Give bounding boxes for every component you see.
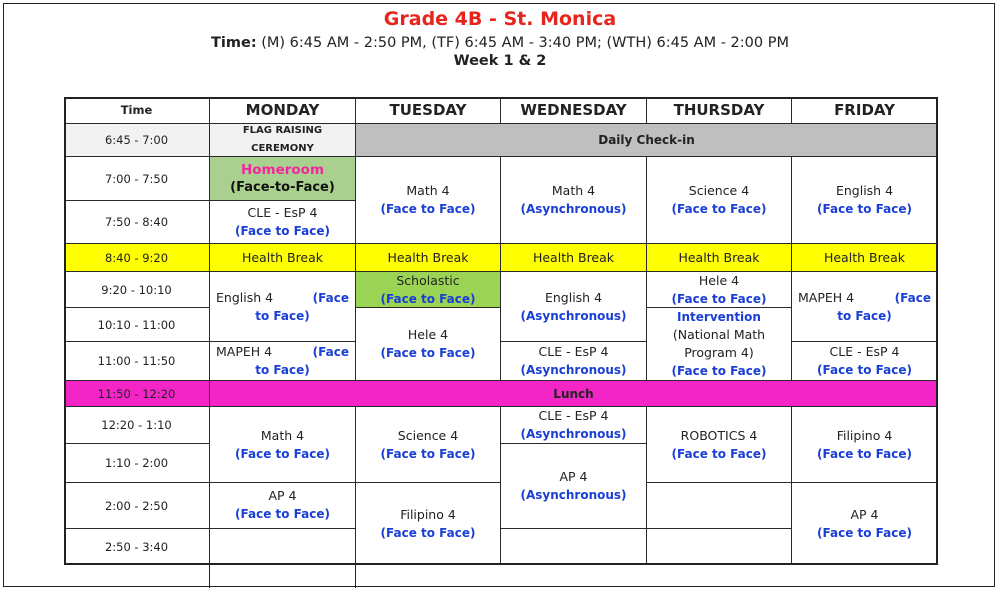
time-cell: 11:50 - 12:20 xyxy=(64,381,210,407)
time-cell: 7:00 - 7:50 xyxy=(64,157,210,201)
mode: (Face to Face) xyxy=(380,346,476,360)
mode: (Face to Face) xyxy=(817,446,912,461)
time-cell: 6:45 - 7:00 xyxy=(64,124,210,157)
subject: CLE - EsP 4 xyxy=(829,344,900,359)
mode: to Face) xyxy=(837,308,892,323)
tuesday-science-cell xyxy=(356,407,501,483)
col-header-tuesday: TUESDAY xyxy=(356,97,501,124)
time-cell: 10:10 - 11:00 xyxy=(64,308,210,342)
subject: Math 4 xyxy=(260,427,305,443)
mode: (Face to Face) xyxy=(235,446,330,461)
thursday-intervention-cell xyxy=(647,308,792,381)
health-break-cell: Health Break xyxy=(210,244,356,272)
homeroom-label: Homeroom xyxy=(240,161,325,178)
mode: (Face to Face) xyxy=(380,202,476,216)
table-overflow-line xyxy=(355,565,356,588)
subject: Science 4 xyxy=(688,183,750,198)
wednesday-empty-cell xyxy=(501,529,647,565)
monday-cle-cell xyxy=(210,201,356,244)
mode: to Face) xyxy=(255,363,310,377)
monday-empty-cell xyxy=(210,529,356,565)
mode: (Face xyxy=(312,345,349,359)
health-break-cell: Health Break xyxy=(356,244,501,272)
friday-mapeh-cell xyxy=(792,272,938,342)
subject: Science 4 xyxy=(397,427,459,443)
mode: (Face to Face) xyxy=(817,202,912,216)
table-overflow-line xyxy=(209,565,210,588)
subject: English 4 xyxy=(835,183,894,198)
friday-ap-cell xyxy=(792,483,938,565)
friday-english-cell xyxy=(792,157,938,244)
daily-checkin-cell: Daily Check-in xyxy=(356,124,938,157)
time-cell: 9:20 - 10:10 xyxy=(64,272,210,308)
mode: (Face to Face) xyxy=(671,291,767,306)
subject: Scholastic xyxy=(396,272,460,288)
mode: to Face) xyxy=(255,308,310,323)
mode: (Asynchronous) xyxy=(520,308,627,323)
subject: Hele 4 xyxy=(407,327,449,342)
time-cell: 1:10 - 2:00 xyxy=(64,444,210,483)
friday-cle-cell xyxy=(792,342,938,381)
tuesday-hele-cell xyxy=(356,308,501,381)
mode: (Face xyxy=(312,290,349,305)
subject: CLE - EsP 4 xyxy=(538,344,609,359)
mode: (Face to Face) xyxy=(817,525,912,540)
thursday-science-cell xyxy=(647,157,792,244)
monday-homeroom-cell xyxy=(210,157,356,201)
thursday-hele-cell xyxy=(647,272,792,308)
subject: AP 4 xyxy=(559,469,588,484)
mode: (Face to Face) xyxy=(380,446,476,461)
col-header-wednesday: WEDNESDAY xyxy=(501,97,647,124)
monday-ap-cell xyxy=(210,483,356,529)
col-header-time: Time xyxy=(64,97,210,124)
tuesday-math-cell xyxy=(356,157,501,244)
mode: (Face to Face) xyxy=(235,507,330,521)
wednesday-cle-cell xyxy=(501,342,647,381)
subject: Math 4 xyxy=(406,183,450,198)
subject: CLE - EsP 4 xyxy=(538,408,609,423)
health-break-cell: Health Break xyxy=(647,244,792,272)
mapeh-line xyxy=(216,343,349,361)
time-cell: 8:40 - 9:20 xyxy=(64,244,210,272)
subject: Hele 4 xyxy=(698,272,740,288)
thursday-robotics-cell xyxy=(647,407,792,483)
mode: (Face to Face) xyxy=(671,364,767,378)
subject: ROBOTICS 4 xyxy=(680,427,758,443)
monday-math-cell xyxy=(210,407,356,483)
mode: (Face to Face) xyxy=(380,291,476,306)
time-value: (M) 6:45 AM - 2:50 PM, (TF) 6:45 AM - 3:40 PM; (WTH) 6:45 AM - 2:00 PM xyxy=(256,35,789,51)
mode: (Asynchronous) xyxy=(520,427,627,441)
tuesday-scholastic-cell xyxy=(356,272,501,308)
friday-filipino-cell xyxy=(792,407,938,483)
mode: (Asynchronous) xyxy=(520,363,627,377)
health-break-cell: Health Break xyxy=(792,244,938,272)
tuesday-filipino-cell xyxy=(356,483,501,565)
subject: AP 4 xyxy=(850,506,879,522)
wednesday-cle2-cell xyxy=(501,407,647,444)
mapeh-line xyxy=(798,289,931,307)
intervention-detail: (National Math Program 4) xyxy=(672,327,766,360)
english-line xyxy=(216,289,349,307)
time-cell: 2:50 - 3:40 xyxy=(64,529,210,565)
col-header-friday: FRIDAY xyxy=(792,97,938,124)
mode: (Asynchronous) xyxy=(520,488,627,502)
subject: MAPEH 4 xyxy=(216,344,273,359)
intervention-label: Intervention xyxy=(677,310,761,324)
health-break-cell: Health Break xyxy=(501,244,647,272)
mode: (Face to Face) xyxy=(235,224,330,238)
week-label: Week 1 & 2 xyxy=(453,53,547,69)
subject: English 4 xyxy=(216,289,274,305)
time-cell: 7:50 - 8:40 xyxy=(64,201,210,244)
mode: (Asynchronous) xyxy=(520,202,627,216)
monday-english-cell xyxy=(210,272,356,342)
wednesday-english-cell xyxy=(501,272,647,342)
subject: Filipino 4 xyxy=(400,506,456,522)
time-cell: 11:00 - 11:50 xyxy=(64,342,210,381)
thursday-empty-cell xyxy=(647,483,792,529)
subject: Math 4 xyxy=(551,183,596,198)
time-label: Time: xyxy=(211,35,257,51)
mode: (Face to Face) xyxy=(817,363,912,377)
thursday-empty-cell xyxy=(647,529,792,565)
subject: English 4 xyxy=(544,289,603,305)
subject: Filipino 4 xyxy=(836,427,893,443)
homeroom-mode: (Face-to-Face) xyxy=(230,179,335,195)
wednesday-ap-cell xyxy=(501,444,647,529)
monday-mapeh-cell xyxy=(210,342,356,381)
schedule-time xyxy=(0,35,1000,51)
mode: (Face to Face) xyxy=(671,446,767,461)
subject: AP 4 xyxy=(268,488,297,503)
col-header-thursday: THURSDAY xyxy=(647,97,792,124)
mode: (Face to Face) xyxy=(671,202,767,216)
time-cell: 12:20 - 1:10 xyxy=(64,407,210,444)
intervention-text xyxy=(650,308,788,362)
time-cell: 2:00 - 2:50 xyxy=(64,483,210,529)
mode: (Face to Face) xyxy=(380,525,476,540)
mode: (Face xyxy=(894,290,931,305)
subject: MAPEH 4 xyxy=(798,289,855,305)
lunch-cell: Lunch xyxy=(210,381,938,407)
wednesday-math-cell xyxy=(501,157,647,244)
col-header-monday: MONDAY xyxy=(210,97,356,124)
page-title: Grade 4B - St. Monica xyxy=(383,8,617,30)
flag-ceremony-cell: FLAG RAISING CEREMONY xyxy=(210,124,356,157)
subject: CLE - EsP 4 xyxy=(247,205,318,220)
